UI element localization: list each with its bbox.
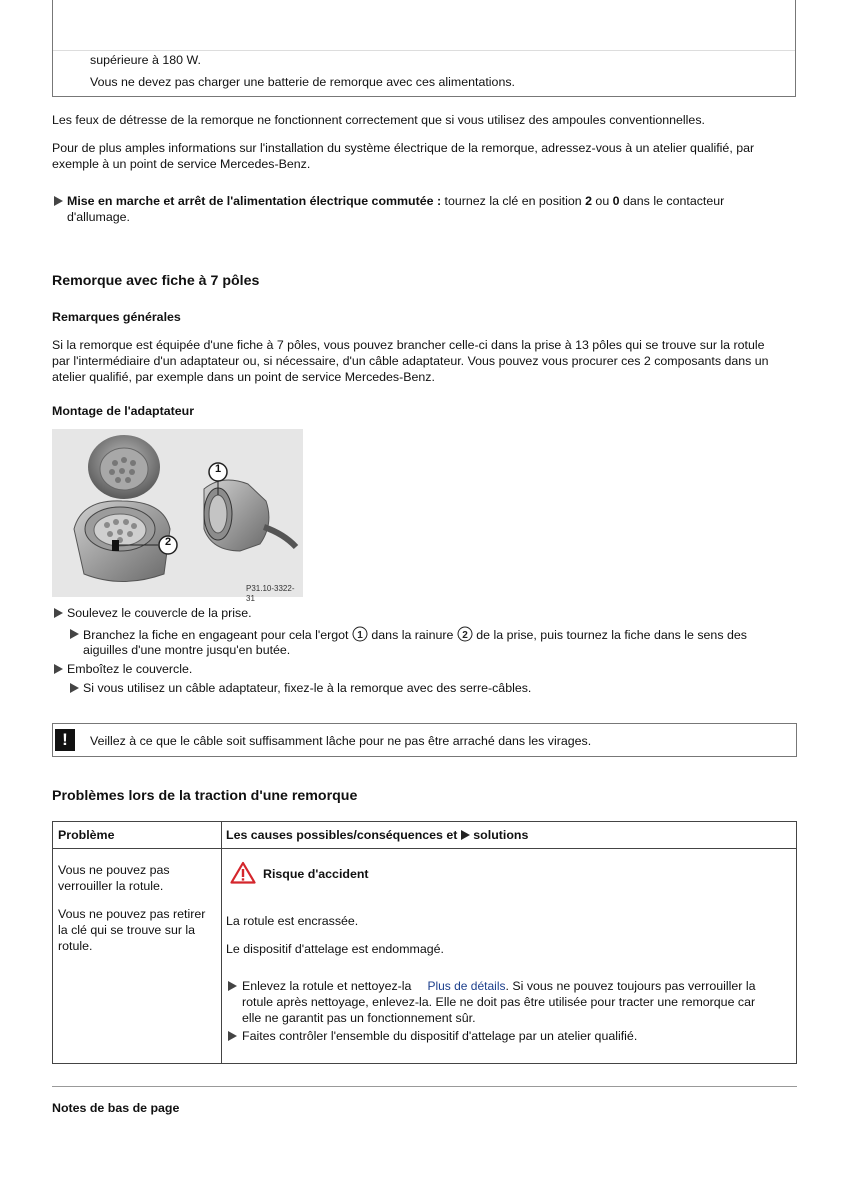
callout-2-icon <box>457 626 473 642</box>
info-paragraph-line1: Pour de plus amples informations sur l'installation du système électrique de la remorque, adressez-vous à un atelier qualifié, par <box>52 141 755 155</box>
step-arrow-icon <box>228 1031 237 1041</box>
info-box-line1: supérieure à 180 W. <box>90 53 201 67</box>
solution-clean-line2: rotule après nettoyage, enlevez-la. Elle ne doit pas être utilisée pour tracter une remorque car <box>242 995 756 1009</box>
exclamation-icon: ! <box>55 729 75 751</box>
step-fix-cable: Si vous utilisez un câble adaptateur, fixez-le à la remorque avec des serre-câbles. <box>83 681 532 695</box>
general-remarks-line3: atelier qualifié, par exemple dans un point de service Mercedes-Benz. <box>52 370 435 384</box>
image-code: P31.10-3322-31 <box>246 584 295 603</box>
step-arrow-icon <box>70 683 79 693</box>
adapter-mount-title: Montage de l'adaptateur <box>52 404 195 418</box>
problem-1-line1: Vous ne pouvez pas <box>58 863 170 877</box>
power-step-text: tournez la clé en position <box>441 194 586 208</box>
key-position-2: 2 <box>585 194 592 208</box>
power-step-bold: Mise en marche et arrêt de l'alimentation électrique commutée : <box>67 194 442 208</box>
step-arrow-icon <box>70 629 79 639</box>
step-close-cover: Emboîtez le couvercle. <box>67 662 193 676</box>
step-insert-plug-line2: aiguilles d'une montre jusqu'en butée. <box>83 643 291 657</box>
column-header-problem: Problème <box>58 828 115 842</box>
callout-1-icon <box>352 626 368 642</box>
svg-text:1: 1 <box>357 630 363 641</box>
section-title-7pole: Remorque avec fiche à 7 pôles <box>52 273 260 289</box>
general-remarks-line2: par l'intermédiaire d'un adaptateur ou, si nécessaire, d'un câble adaptateur. Vous pouvez vous procurer ces 2 composants dans un <box>52 354 769 368</box>
step-text: de la prise, puis tournez la fiche dans le sens des <box>472 628 747 642</box>
warning-triangle-icon <box>230 861 256 884</box>
problem-1-line2: verrouiller la rotule. <box>58 879 164 893</box>
column-header-causes <box>226 827 528 843</box>
callout-2: 2 <box>164 536 172 548</box>
risk-label: Risque d'accident <box>263 867 369 881</box>
power-step-text: ou <box>591 194 613 208</box>
svg-text:2: 2 <box>462 630 468 641</box>
solution-clean-line3: elle ne garantit pas un fonctionnement sûr. <box>242 1011 476 1025</box>
socket-and-plug-drawing <box>52 429 303 597</box>
callout-1: 1 <box>214 463 222 475</box>
power-step-line2: d'allumage. <box>67 210 130 224</box>
step-text: dans la rainure <box>367 628 457 642</box>
solution-inspect: Faites contrôler l'ensemble du dispositif d'attelage par un atelier qualifié. <box>242 1029 638 1043</box>
section-title-problems: Problèmes lors de la traction d'une remorque <box>52 788 358 804</box>
cause-dirty: La rotule est encrassée. <box>226 914 359 928</box>
arrow-icon <box>461 830 470 840</box>
divider <box>52 1086 797 1087</box>
column-header-text: solutions <box>469 828 529 842</box>
hazard-paragraph: Les feux de détresse de la remorque ne fonctionnent correctement que si vous utilisez des ampoules conventionnelles. <box>52 113 705 127</box>
power-step-text: dans le contacteur <box>619 194 725 208</box>
column-header-text: Les causes possibles/conséquences et <box>226 828 461 842</box>
general-remarks-title: Remarques générales <box>52 310 181 324</box>
step-arrow-icon <box>228 981 237 991</box>
solution-text: . Si vous ne pouvez toujours pas verrouiller la <box>505 979 756 993</box>
general-remarks-line1: Si la remorque est équipée d'une fiche à 7 pôles, vous pouvez brancher celle-ci dans la prise à 13 pôles qui se trouve sur la rotule <box>52 338 765 352</box>
step-arrow-icon <box>54 608 63 618</box>
solution-text: Enlevez la rotule et nettoyez-la <box>242 979 412 993</box>
divider <box>53 50 795 51</box>
more-details-link[interactable]: Plus de détails <box>427 979 506 993</box>
info-box-line2: Vous ne devez pas charger une batterie de remorque avec ces alimentations. <box>90 75 515 89</box>
cause-damaged: Le dispositif d'attelage est endommagé. <box>226 942 444 956</box>
solution-clean <box>242 978 756 994</box>
step-insert-plug <box>83 626 747 643</box>
problem-2-line2: la clé qui se trouve sur la <box>58 923 196 937</box>
step-arrow-icon <box>54 664 63 674</box>
info-paragraph-line2: exemple à un point de service Mercedes-Benz. <box>52 157 311 171</box>
step-lift-cover: Soulevez le couvercle de la prise. <box>67 606 252 620</box>
step-arrow-icon <box>54 196 63 206</box>
footnotes-title: Notes de bas de page <box>52 1101 180 1115</box>
power-step-line1 <box>67 193 724 209</box>
step-text: Branchez la fiche en engageant pour cela l'ergot <box>83 628 352 642</box>
problem-2-line3: rotule. <box>58 939 93 953</box>
adapter-illustration <box>52 429 303 603</box>
problem-2-line1: Vous ne pouvez pas retirer <box>58 907 206 921</box>
key-position-0: 0 <box>612 194 620 208</box>
warning-text: Veillez à ce que le câble soit suffisamment lâche pour ne pas être arraché dans les virages. <box>90 734 592 748</box>
